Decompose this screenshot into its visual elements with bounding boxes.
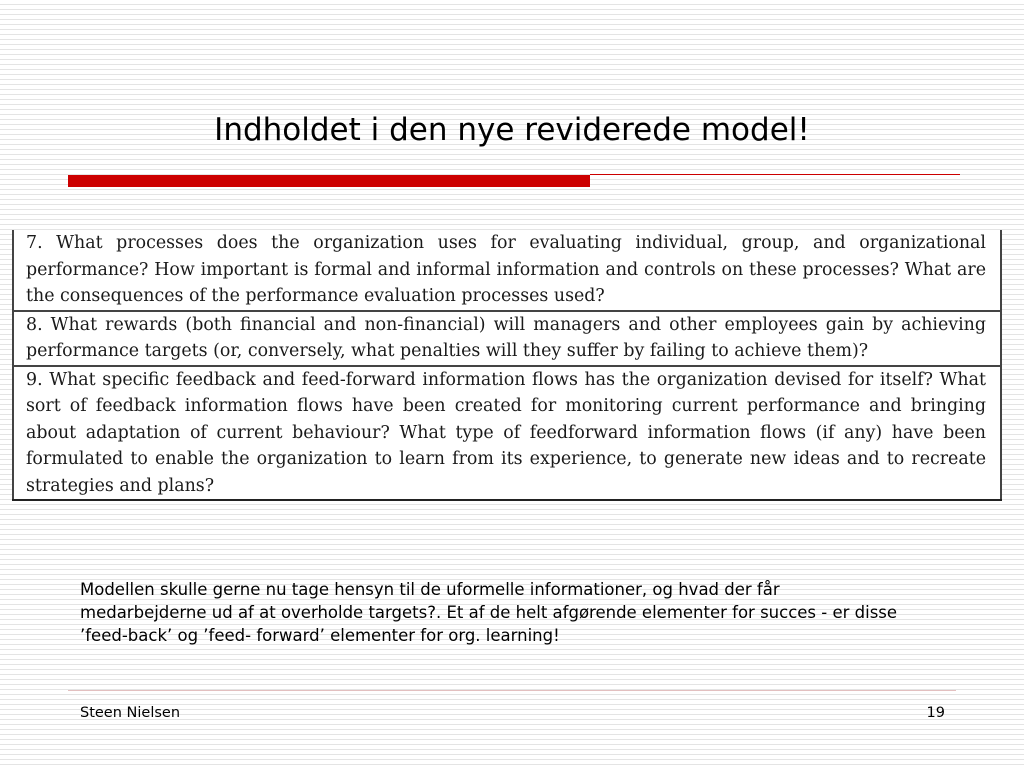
body-paragraph: Modellen skulle gerne nu tage hensyn til de uformelle informationer, og hvad der får medarbejderne ud af at overholde targets?. Et af de helt afgørende elementer for succes - er disse ’feed-back’ og ’feed- forward’ elementer for org. learning!: [80, 580, 898, 645]
footer-divider: [68, 690, 956, 691]
title-underline-thin: [590, 174, 960, 175]
table-row: [13, 230, 1001, 311]
question-cell-9: 9. What specific feedback and feed-forward information flows has the organization devised for itself? What sort of feedback information flows have been created for monitoring current performance and bringing about adaptation of current behaviour? What type of feedforward information flows (if any) have been formulated to enable the organization to learn from its experience, to generate new ideas and to recreate strategies and plans?: [13, 366, 1001, 501]
footer-author: Steen Nielsen: [80, 705, 181, 721]
table-row: [13, 311, 1001, 366]
page-number: 19: [926, 705, 945, 721]
question-table: [12, 230, 1002, 501]
slide-title: Indholdet i den nye reviderede model!: [214, 112, 810, 148]
question-cell-7: 7. What processes does the organization uses for evaluating individual, group, and organizational performance? How important is formal and informal information and controls on these processes? What are the consequences of the performance evaluation processes used?: [13, 230, 1001, 311]
title-underline-thick: [68, 175, 590, 187]
table-row: [13, 366, 1001, 501]
question-cell-8: 8. What rewards (both financial and non-financial) will managers and other employees gain by achieving performance targets (or, conversely, what penalties will they suffer by failing to achieve them)?: [13, 311, 1001, 366]
